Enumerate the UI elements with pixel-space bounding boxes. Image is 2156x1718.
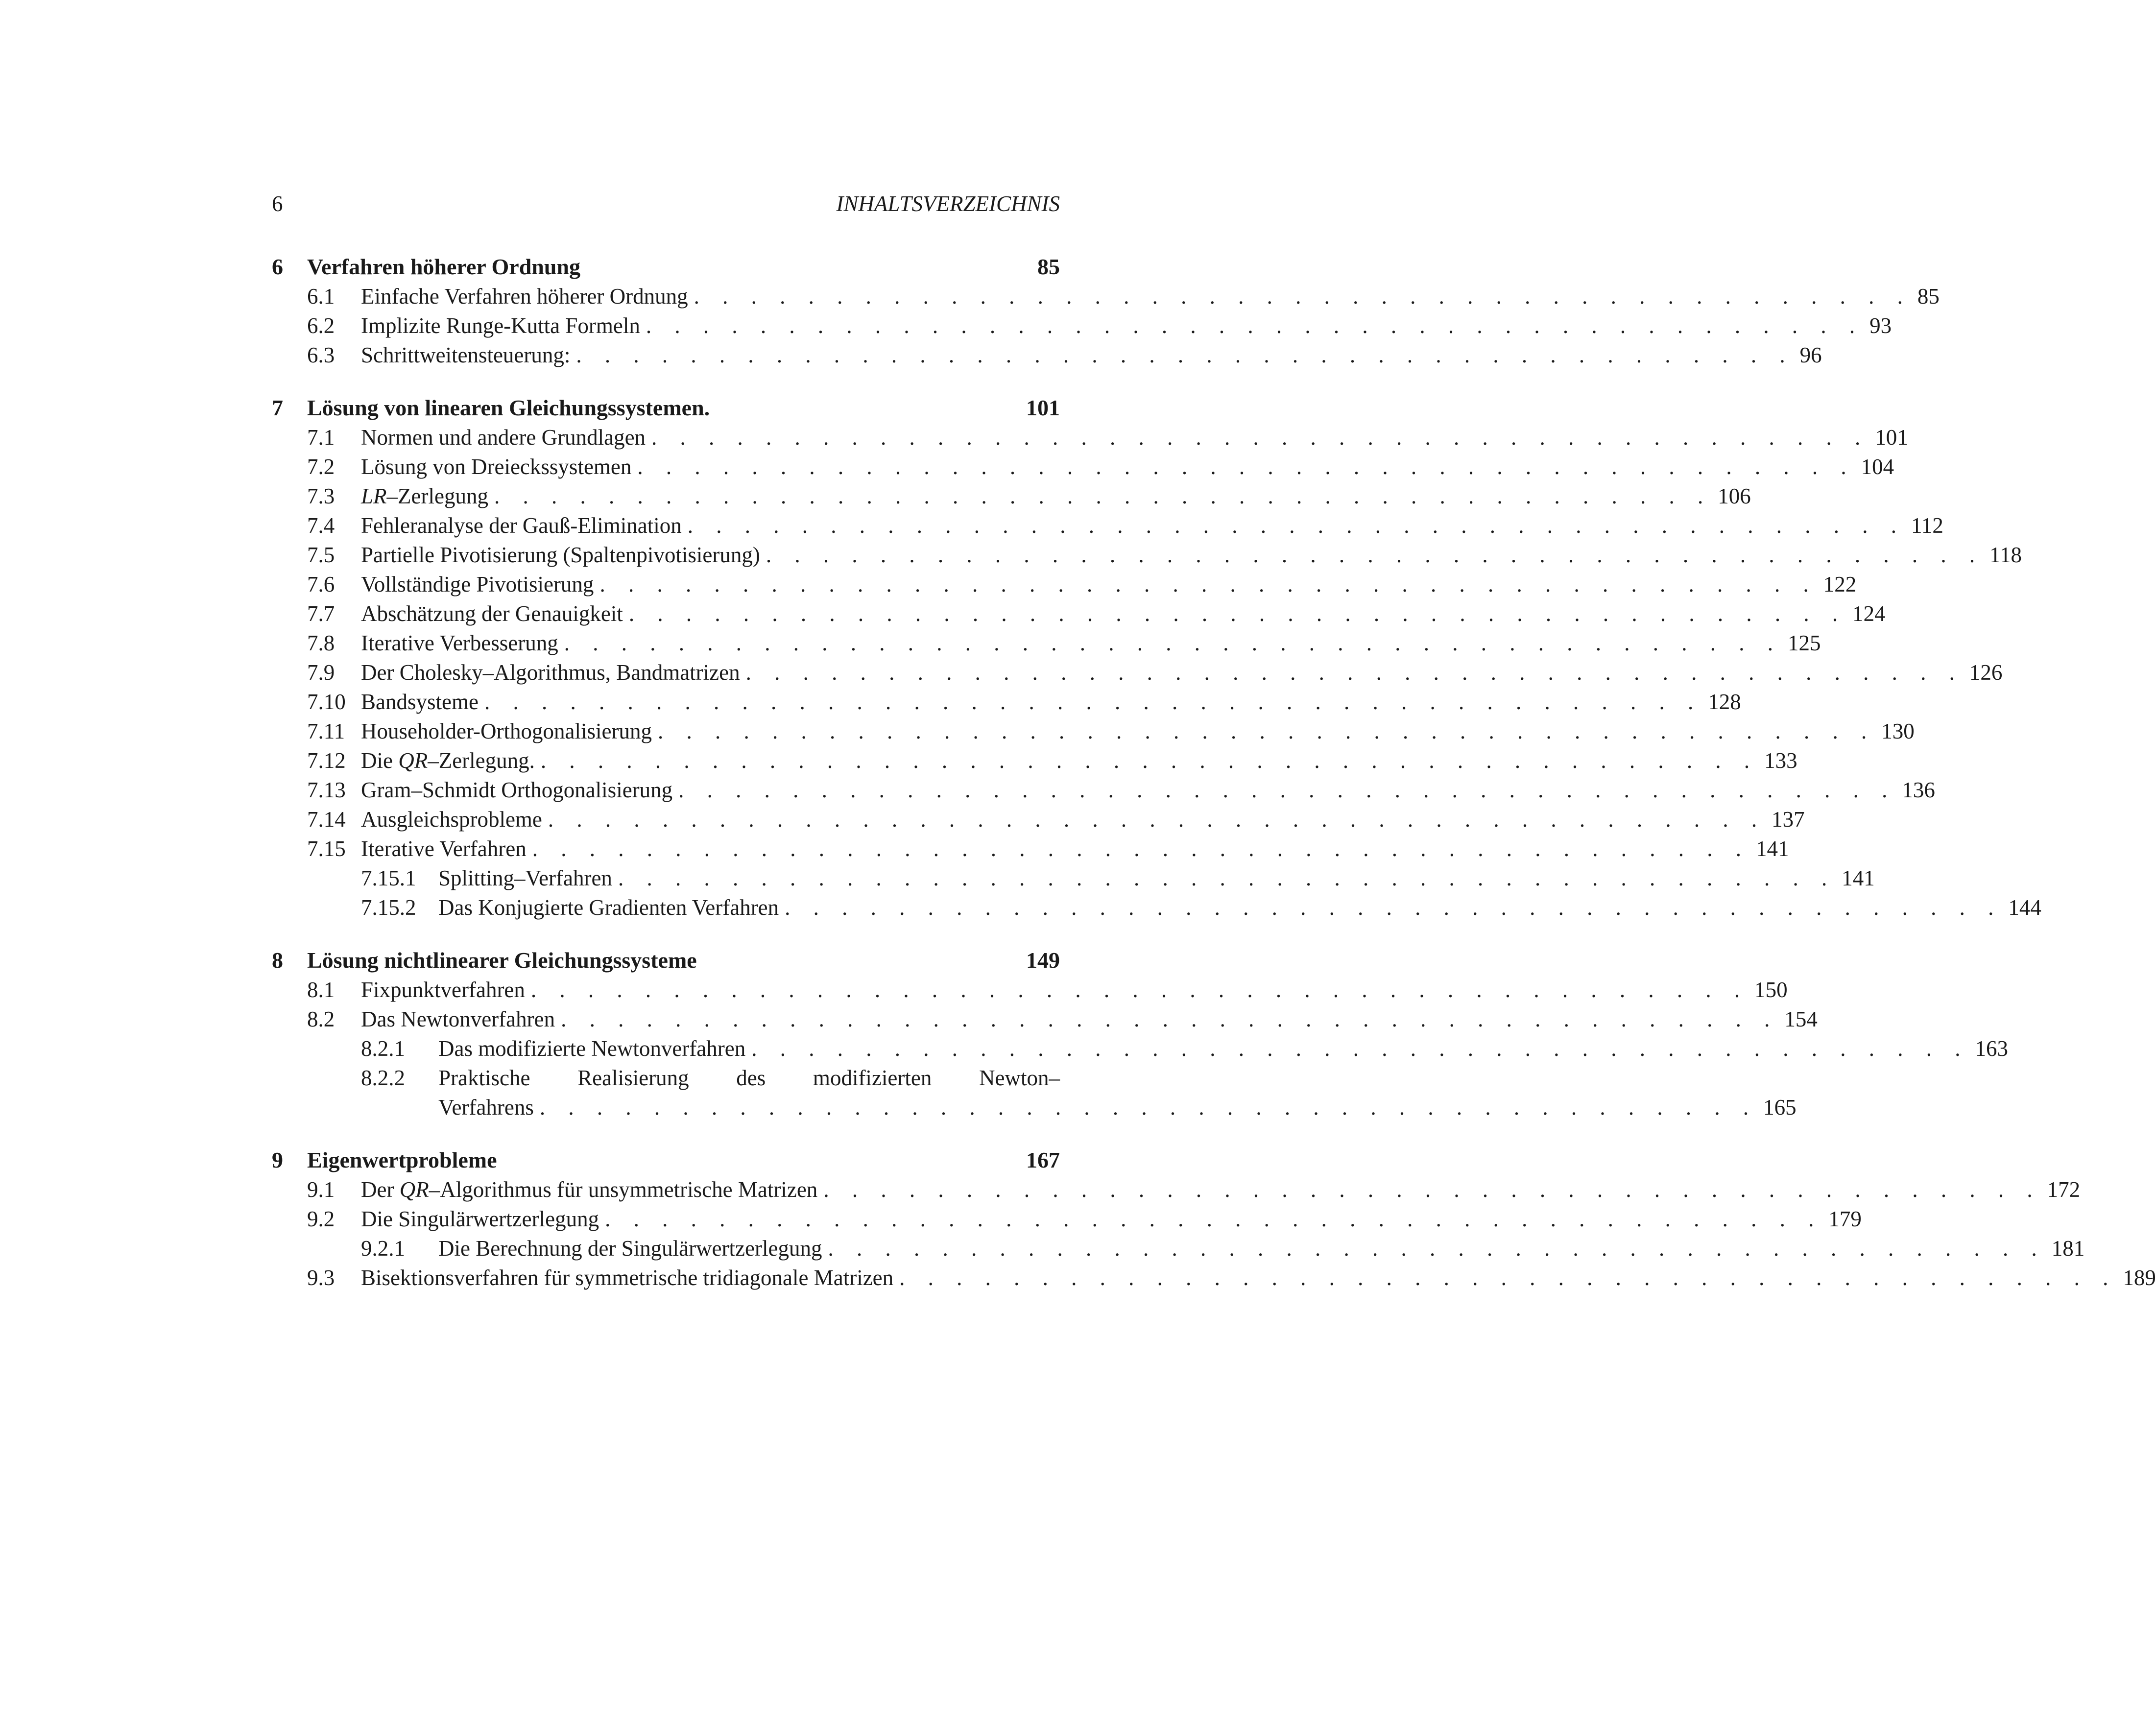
entry-number: 7.15 bbox=[307, 836, 346, 861]
dot-leader: . . . . . . . . . . . . . . . . . . . . . . . . . . . . . . . . . . . . . . . . . . . bbox=[494, 484, 1712, 508]
entry-title: Der Cholesky–Algorithmus, Bandmatrizen bbox=[361, 660, 740, 685]
entry-number: 7.14 bbox=[307, 807, 346, 832]
toc-entry bbox=[272, 540, 2022, 570]
toc-chapter-6 bbox=[272, 252, 1940, 370]
entry-number: 7.15.1 bbox=[361, 866, 416, 890]
entry-number: 9.2.1 bbox=[361, 1236, 405, 1261]
dot-leader: . . . . . . . . . . . . . . . . . . . . . . . . . . . . . . . . . . . . . . . . . . . bbox=[540, 748, 1759, 773]
math-symbol: QR bbox=[399, 1177, 429, 1202]
chapter-page: 149 bbox=[1026, 948, 1060, 973]
chapter-heading bbox=[272, 252, 1060, 282]
entry-page: 104 bbox=[1861, 454, 1894, 479]
entry-number: 7.11 bbox=[307, 719, 345, 743]
entry-title: Implizite Runge-Kutta Formeln bbox=[361, 313, 640, 338]
entry-page: 128 bbox=[1708, 690, 1741, 714]
entry-title bbox=[361, 1175, 817, 1204]
entry-title: Praktische Realisierung des modifizierten Newton– bbox=[438, 1066, 1060, 1090]
toc-entry bbox=[272, 775, 1935, 805]
entry-title: Das Konjugierte Gradienten Verfahren bbox=[438, 895, 779, 920]
toc-entry bbox=[272, 687, 1741, 716]
chapter-title: Lösung nichtlinearer Gleichungssysteme bbox=[307, 948, 697, 973]
chapter-heading bbox=[272, 393, 1060, 423]
dot-leader: . . . . . . . . . . . . . . . . . . . . . . . . . . . . . . . . . . . . . . . . . . . bbox=[766, 543, 1984, 567]
entry-page: 136 bbox=[1902, 778, 1935, 802]
dot-leader: . . . . . . . . . . . . . . . . . . . . . . . . . . . . . . . . . . . . . . . . . . . bbox=[694, 284, 1912, 309]
entry-number: 8.2.2 bbox=[361, 1066, 405, 1090]
running-title: INHALTSVERZEICHNIS bbox=[836, 191, 1060, 216]
entry-title: Das modifizierte Newtonverfahren bbox=[438, 1036, 746, 1061]
dot-leader: . . . . . . . . . . . . . . . . . . . . . . . . . . . . . . . . . . . . . . . . . . . bbox=[823, 1177, 2041, 1202]
dot-leader: . . . . . . . . . . . . . . . . . . . . . . . . . . . . . . . . . . . . . . . . . . . bbox=[628, 601, 1847, 626]
entry-title bbox=[361, 746, 535, 775]
entry-page: 179 bbox=[1828, 1207, 1862, 1231]
entry-title: Gram–Schmidt Orthogonalisierung bbox=[361, 778, 673, 802]
toc-chapter-9 bbox=[272, 1145, 2156, 1292]
entry-title-prefix: Die bbox=[361, 748, 399, 773]
math-symbol: QR bbox=[398, 748, 428, 773]
entry-page: 124 bbox=[1852, 601, 1886, 626]
dot-leader: . . . . . . . . . . . . . . . . . . . . . . . . . . . . . . . . . . . . . . . . . . . bbox=[785, 895, 2003, 920]
entry-title: Householder-Orthogonalisierung bbox=[361, 719, 652, 743]
entry-number: 6.3 bbox=[307, 343, 335, 367]
entry-number: 7.4 bbox=[307, 513, 335, 538]
entry-title: Vollständige Pivotisierung bbox=[361, 572, 594, 597]
entry-title-prefix: Der bbox=[361, 1177, 400, 1202]
toc-subentry-continuation bbox=[272, 1093, 1797, 1122]
entry-number: 7.3 bbox=[307, 484, 335, 508]
entry-page: 163 bbox=[1975, 1036, 2008, 1061]
entry-title bbox=[361, 481, 488, 511]
entry-number: 7.1 bbox=[307, 425, 335, 450]
entry-title: Die Singulärwertzerlegung bbox=[361, 1207, 599, 1231]
chapter-page: 85 bbox=[1037, 254, 1060, 279]
entry-page: 144 bbox=[2008, 895, 2041, 920]
dot-leader: . . . . . . . . . . . . . . . . . . . . . . . . . . . . . . . . . . . . . . . . . . . bbox=[751, 1036, 1969, 1061]
entry-number: 7.13 bbox=[307, 778, 346, 802]
entry-title: Partielle Pivotisierung (Spaltenpivotisierung) bbox=[361, 543, 760, 567]
dot-leader: . . . . . . . . . . . . . . . . . . . . . . . . . . . . . . . . . . . . . . . . . . . bbox=[646, 313, 1864, 338]
entry-title-continuation: Verfahrens bbox=[438, 1095, 534, 1120]
dot-leader: . . . . . . . . . . . . . . . . . . . . . . . . . . . . . . . . . . . . . . . . . . . bbox=[899, 1265, 2117, 1290]
entry-title-text: –Zerlegung bbox=[386, 484, 488, 508]
toc-subentry bbox=[272, 893, 2041, 922]
entry-title: Einfache Verfahren höherer Ordnung bbox=[361, 284, 688, 309]
entry-title: Die Berechnung der Singulärwertzerlegung bbox=[438, 1236, 822, 1261]
entry-page: 122 bbox=[1823, 572, 1857, 597]
chapter-number: 8 bbox=[272, 948, 283, 973]
entry-page: 133 bbox=[1764, 748, 1797, 773]
entry-number: 7.8 bbox=[307, 631, 335, 655]
toc-entry bbox=[272, 975, 1788, 1004]
chapter-title: Eigenwertprobleme bbox=[307, 1147, 497, 1172]
toc-subentry bbox=[272, 1234, 2085, 1263]
entry-title-text: –Algorithmus für unsymmetrische Matrizen bbox=[429, 1177, 818, 1202]
table-of-contents bbox=[272, 252, 2156, 1316]
entry-title: Abschätzung der Genauigkeit bbox=[361, 601, 623, 626]
entry-number: 8.2.1 bbox=[361, 1036, 405, 1061]
toc-entry bbox=[272, 599, 1886, 628]
entry-page: 189 bbox=[2123, 1265, 2156, 1290]
entry-number: 6.1 bbox=[307, 284, 335, 309]
entry-page: 85 bbox=[1917, 284, 1940, 309]
entry-page: 106 bbox=[1718, 484, 1751, 508]
entry-title: Bandsysteme bbox=[361, 690, 479, 714]
entry-number: 8.1 bbox=[307, 978, 335, 1002]
toc-entry bbox=[272, 1175, 2081, 1204]
dot-leader: . . . . . . . . . . . . . . . . . . . . . . . . . . . . . . . . . . . . . . . . . . . bbox=[484, 690, 1702, 714]
dot-leader: . . . . . . . . . . . . . . . . . . . . . . . . . . . . . . . . . . . . . . . . . . . bbox=[561, 1007, 1779, 1031]
toc-entry bbox=[272, 423, 1908, 452]
toc-entry bbox=[272, 282, 1940, 311]
entry-number: 7.9 bbox=[307, 660, 335, 685]
entry-number: 9.1 bbox=[307, 1177, 335, 1202]
chapter-number: 7 bbox=[272, 395, 283, 420]
dot-leader: . . . . . . . . . . . . . . . . . . . . . . . . . . . . . . . . . . . . . . . . . . . bbox=[599, 572, 1818, 597]
entry-page: 141 bbox=[1755, 836, 1789, 861]
toc-entry bbox=[272, 340, 1822, 370]
dot-leader: . . . . . . . . . . . . . . . . . . . . . . . . . . . . . . . . . . . . . . . . . . . bbox=[828, 1236, 2046, 1261]
toc-entry bbox=[272, 746, 1797, 775]
entry-page: 154 bbox=[1784, 1007, 1818, 1031]
entry-page: 181 bbox=[2051, 1236, 2085, 1261]
entry-number: 7.10 bbox=[307, 690, 346, 714]
entry-title: Iterative Verfahren bbox=[361, 836, 527, 861]
toc-subentry bbox=[272, 1034, 2008, 1063]
chapter-heading bbox=[272, 946, 1060, 975]
entry-number: 9.3 bbox=[307, 1265, 335, 1290]
entry-title: Schrittweitensteuerung: bbox=[361, 343, 571, 367]
chapter-page: 167 bbox=[1026, 1147, 1060, 1172]
entry-page: 93 bbox=[1869, 313, 1892, 338]
entry-number: 9.2 bbox=[307, 1207, 335, 1231]
entry-title: Ausgleichsprobleme bbox=[361, 807, 542, 832]
dot-leader: . . . . . . . . . . . . . . . . . . . . . . . . . . . . . . . . . . . . . . . . . . . bbox=[637, 454, 1855, 479]
toc-subentry bbox=[272, 1063, 1060, 1093]
chapter-title: Lösung von linearen Gleichungssystemen. bbox=[307, 395, 710, 420]
chapter-heading bbox=[272, 1145, 1060, 1175]
entry-page: 137 bbox=[1772, 807, 1805, 832]
entry-page: 141 bbox=[1842, 866, 1875, 890]
entry-number: 7.15.2 bbox=[361, 895, 416, 920]
entry-number: 7.7 bbox=[307, 601, 335, 626]
toc-chapter-7 bbox=[272, 393, 2041, 922]
math-symbol: LR bbox=[361, 484, 387, 508]
entry-page: 172 bbox=[2047, 1177, 2081, 1202]
toc-chapter-8 bbox=[272, 946, 2008, 1122]
toc-entry bbox=[272, 570, 1857, 599]
entry-title-text: –Zerlegung. bbox=[428, 748, 535, 773]
entry-title: Splitting–Verfahren bbox=[438, 866, 612, 890]
dot-leader: . . . . . . . . . . . . . . . . . . . . . . . . . . . . . . . . . . . . . . . . . . . bbox=[532, 836, 1750, 861]
entry-number: 7.5 bbox=[307, 543, 335, 567]
dot-leader: . . . . . . . . . . . . . . . . . . . . . . . . . . . . . . . . . . . . . . . . . . . bbox=[678, 778, 1896, 802]
chapter-number: 9 bbox=[272, 1147, 283, 1172]
entry-title: Das Newtonverfahren bbox=[361, 1007, 555, 1031]
dot-leader: . . . . . . . . . . . . . . . . . . . . . . . . . . . . . . . . . . . . . . . . . . . bbox=[657, 719, 1876, 743]
entry-number: 7.2 bbox=[307, 454, 335, 479]
entry-title: Fehleranalyse der Gauß-Elimination bbox=[361, 513, 682, 538]
dot-leader: . . . . . . . . . . . . . . . . . . . . . . . . . . . . . . . . . . . . . . . . . . . bbox=[651, 425, 1869, 450]
entry-title: Bisektionsverfahren für symmetrische tridiagonale Matrizen bbox=[361, 1265, 894, 1290]
entry-title: Iterative Verbesserung bbox=[361, 631, 558, 655]
entry-number: 7.6 bbox=[307, 572, 335, 597]
entry-number: 7.12 bbox=[307, 748, 346, 773]
dot-leader: . . . . . . . . . . . . . . . . . . . . . . . . . . . . . . . . . . . . . . . . . . . bbox=[605, 1207, 1823, 1231]
dot-leader: . . . . . . . . . . . . . . . . . . . . . . . . . . . . . . . . . . . . . . . . . . . bbox=[548, 807, 1766, 832]
toc-entry bbox=[272, 1204, 1862, 1234]
toc-entry bbox=[272, 658, 2003, 687]
dot-leader: . . . . . . . . . . . . . . . . . . . . . . . . . . . . . . . . . . . . . . . . . . . bbox=[530, 978, 1749, 1002]
chapter-page: 101 bbox=[1026, 395, 1060, 420]
entry-number: 8.2 bbox=[307, 1007, 335, 1031]
entry-page: 112 bbox=[1911, 513, 1943, 538]
chapter-number: 6 bbox=[272, 254, 283, 279]
dot-leader: . . . . . . . . . . . . . . . . . . . . . . . . . . . . . . . . . . . . . . . . . . . bbox=[618, 866, 1836, 890]
toc-entry bbox=[272, 311, 1892, 340]
toc-entry bbox=[272, 805, 1805, 834]
entry-title: Lösung von Dreieckssystemen bbox=[361, 454, 632, 479]
toc-entry bbox=[272, 716, 1915, 746]
toc-entry bbox=[272, 834, 1789, 863]
toc-entry bbox=[272, 1263, 2156, 1292]
entry-page: 165 bbox=[1763, 1095, 1797, 1120]
entry-page: 96 bbox=[1799, 343, 1822, 367]
entry-title: Fixpunktverfahren bbox=[361, 978, 525, 1002]
entry-title: Normen und andere Grundlagen bbox=[361, 425, 646, 450]
entry-page: 130 bbox=[1881, 719, 1915, 743]
chapter-title: Verfahren höherer Ordnung bbox=[307, 254, 581, 279]
entry-number: 6.2 bbox=[307, 313, 335, 338]
dot-leader: . . . . . . . . . . . . . . . . . . . . . . . . . . . . . . . . . . . . . . . . . . . bbox=[539, 1095, 1758, 1120]
entry-page: 118 bbox=[1989, 543, 2022, 567]
toc-entry bbox=[272, 511, 1943, 540]
entry-page: 126 bbox=[1969, 660, 2003, 685]
page-number: 6 bbox=[272, 191, 283, 216]
toc-entry bbox=[272, 628, 1821, 658]
dot-leader: . . . . . . . . . . . . . . . . . . . . . . . . . . . . . . . . . . . . . . . . . . . bbox=[576, 343, 1794, 367]
entry-page: 101 bbox=[1875, 425, 1908, 450]
toc-entry bbox=[272, 481, 1751, 511]
toc-entry bbox=[272, 452, 1894, 481]
entry-page: 150 bbox=[1754, 978, 1788, 1002]
entry-page: 125 bbox=[1788, 631, 1821, 655]
dot-leader: . . . . . . . . . . . . . . . . . . . . . . . . . . . . . . . . . . . . . . . . . . . bbox=[745, 660, 1964, 685]
toc-subentry bbox=[272, 863, 1875, 893]
toc-entry bbox=[272, 1004, 1818, 1034]
dot-leader: . . . . . . . . . . . . . . . . . . . . . . . . . . . . . . . . . . . . . . . . . . . bbox=[687, 513, 1906, 538]
dot-leader: . . . . . . . . . . . . . . . . . . . . . . . . . . . . . . . . . . . . . . . . . . . bbox=[564, 631, 1782, 655]
